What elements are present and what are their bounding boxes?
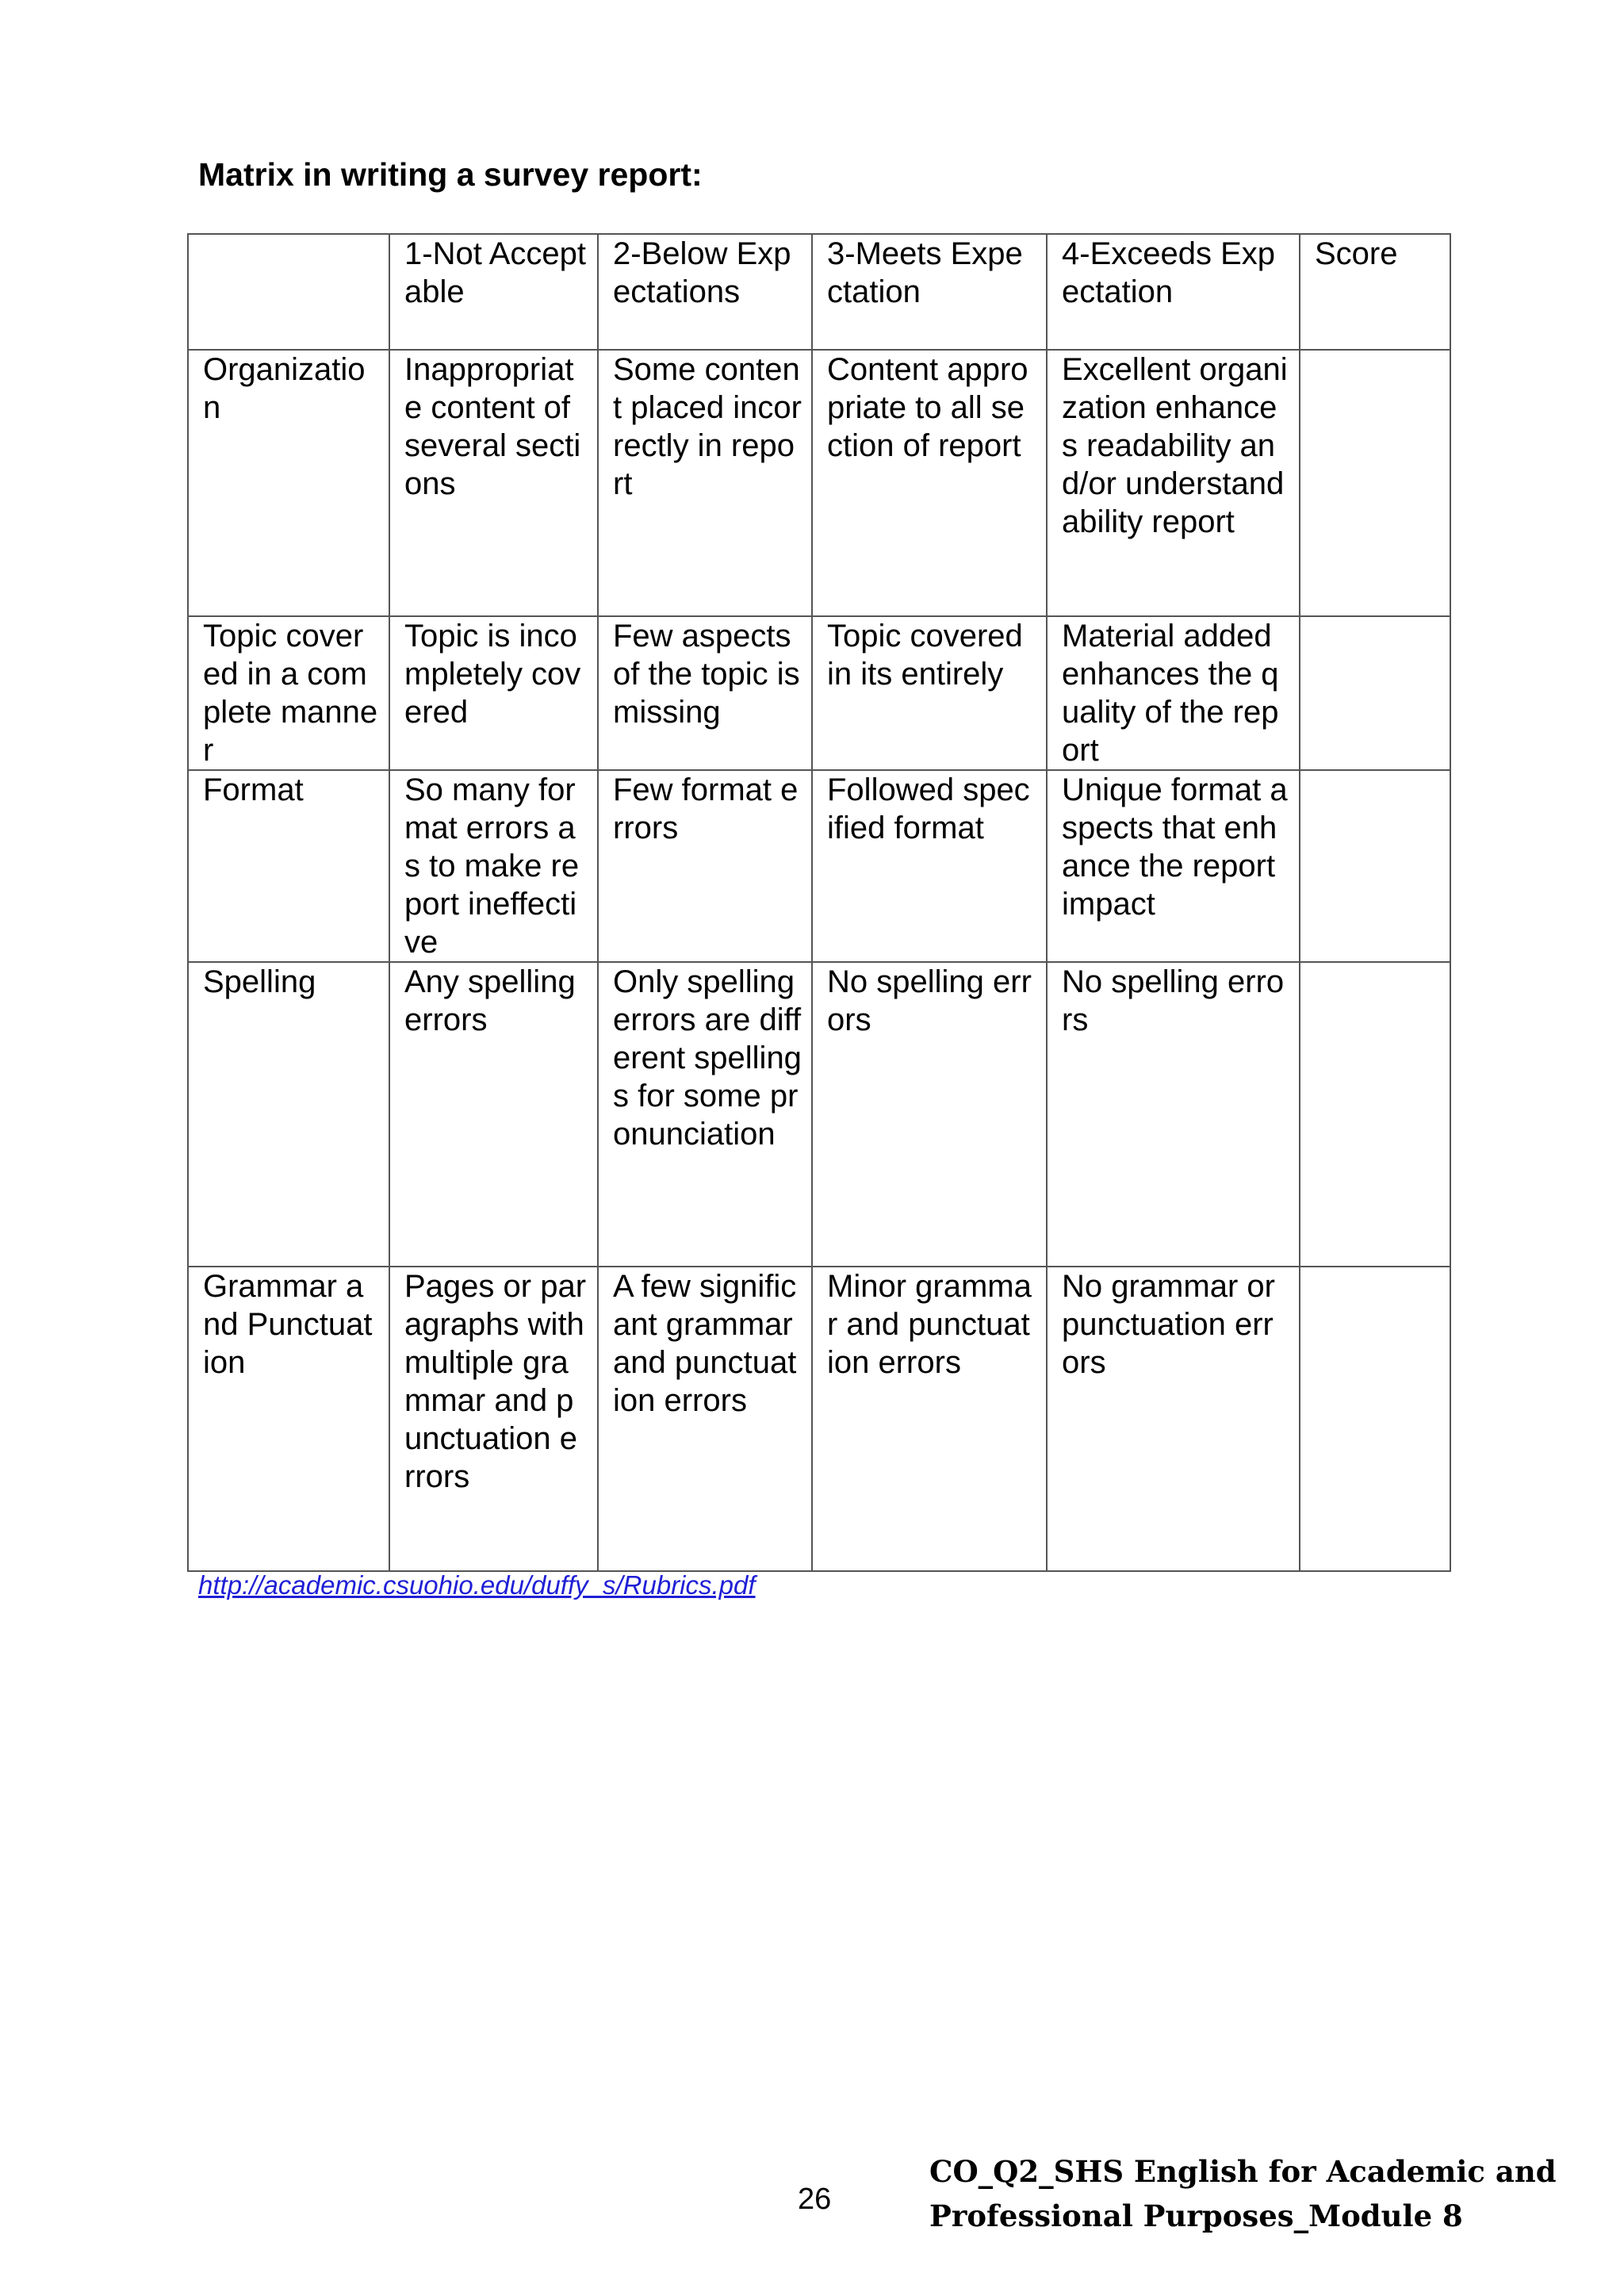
exceeds-expectation-cell: Unique format aspects that enhance the report impact bbox=[1047, 770, 1300, 962]
below-expectations-cell: Few aspects of the topic is missing bbox=[598, 616, 812, 770]
exceeds-expectation-cell: No spelling errors bbox=[1047, 962, 1300, 1267]
score-cell bbox=[1300, 1267, 1450, 1571]
criterion-cell: Spelling bbox=[188, 962, 389, 1267]
footer-title-line-2: Professional Purposes_Module 8 bbox=[929, 2198, 1463, 2233]
footer-title-line-1: CO_Q2_SHS English for Academic and bbox=[929, 2154, 1557, 2189]
exceeds-expectation-cell: Material added enhances the quality of the report bbox=[1047, 616, 1300, 770]
below-expectations-cell: A few significant grammar and punctuation errors bbox=[598, 1267, 812, 1571]
table-row bbox=[188, 962, 1450, 1267]
meets-expectation-cell: Topic covered in its entirely bbox=[812, 616, 1047, 770]
score-cell bbox=[1300, 962, 1450, 1267]
meets-expectation-cell: No spelling errors bbox=[812, 962, 1047, 1267]
not-acceptable-cell: Pages or paragraphs with multiple grammar and punctuation errors bbox=[389, 1267, 598, 1571]
table-row bbox=[188, 616, 1450, 770]
source-link[interactable]: http://academic.csuohio.edu/duffy_s/Rubrics.pdf bbox=[198, 1570, 756, 1600]
exceeds-expectation-cell: No grammar or punctuation errors bbox=[1047, 1267, 1300, 1571]
below-expectations-cell: Only spelling errors are different spellings for some pronunciation bbox=[598, 962, 812, 1267]
page-number: 26 bbox=[798, 2183, 832, 2216]
header-cell-exceeds-expectation: 4-Exceeds Expectation bbox=[1047, 234, 1300, 350]
not-acceptable-cell: Topic is incompletely covered bbox=[389, 616, 598, 770]
exceeds-expectation-cell: Excellent organization enhances readability and/or understandability report bbox=[1047, 350, 1300, 616]
header-cell-not-acceptable: 1-Not Acceptable bbox=[389, 234, 598, 350]
header-cell-meets-expectation: 3-Meets Expectation bbox=[812, 234, 1047, 350]
not-acceptable-cell: Any spelling errors bbox=[389, 962, 598, 1267]
meets-expectation-cell: Content appropriate to all section of report bbox=[812, 350, 1047, 616]
below-expectations-cell: Few format errors bbox=[598, 770, 812, 962]
score-cell bbox=[1300, 770, 1450, 962]
rubric-table bbox=[187, 233, 1451, 1572]
criterion-cell: Topic covered in a complete manner bbox=[188, 616, 389, 770]
header-cell-below-expectations: 2-Below Expectations bbox=[598, 234, 812, 350]
table-header-row bbox=[188, 234, 1450, 350]
header-cell-blank bbox=[188, 234, 389, 350]
meets-expectation-cell: Minor grammar and punctuation errors bbox=[812, 1267, 1047, 1571]
table-row bbox=[188, 770, 1450, 962]
score-cell bbox=[1300, 350, 1450, 616]
score-cell bbox=[1300, 616, 1450, 770]
footer-module-title bbox=[929, 2149, 1557, 2238]
page-heading: Matrix in writing a survey report: bbox=[198, 156, 703, 193]
criterion-cell: Format bbox=[188, 770, 389, 962]
table-row bbox=[188, 1267, 1450, 1571]
not-acceptable-cell: So many format errors as to make report ineffective bbox=[389, 770, 598, 962]
meets-expectation-cell: Followed specified format bbox=[812, 770, 1047, 962]
not-acceptable-cell: Inappropriate content of several sections bbox=[389, 350, 598, 616]
criterion-cell: Organization bbox=[188, 350, 389, 616]
criterion-cell: Grammar and Punctuation bbox=[188, 1267, 389, 1571]
table-row bbox=[188, 350, 1450, 616]
header-cell-score: Score bbox=[1300, 234, 1450, 350]
below-expectations-cell: Some content placed incorrectly in report bbox=[598, 350, 812, 616]
